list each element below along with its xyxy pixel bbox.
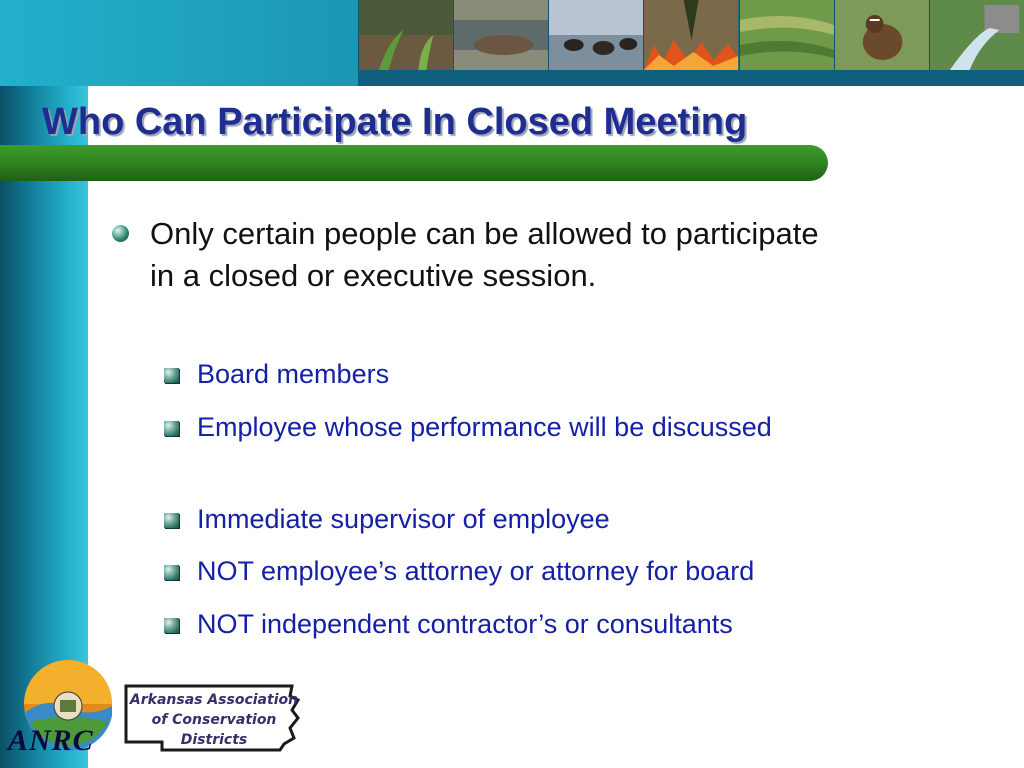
sub-bullet-text: Board members	[197, 359, 390, 389]
square-bullet-icon	[164, 618, 179, 633]
bison-herd-photo	[548, 0, 643, 70]
plant-seedling-photo	[358, 0, 453, 70]
quail-bird-photo	[834, 0, 929, 70]
main-bullet-text: Only certain people can be allowed to participate in a closed or executive session.	[150, 216, 819, 293]
square-bullet-icon	[164, 421, 179, 436]
square-bullet-icon	[164, 368, 179, 383]
association-logo-text: Arkansas Association of Conservation Districts	[129, 692, 299, 748]
sub-bullet-text: Employee whose performance will be discussed	[197, 412, 772, 442]
square-bullet-icon	[164, 513, 179, 528]
square-bullet-icon	[164, 565, 179, 580]
header-photo-strip	[358, 0, 1024, 70]
orb-bullet-icon	[112, 225, 129, 242]
sub-bullet-text: Immediate supervisor of employee	[197, 504, 610, 534]
slide-title: Who Can Participate In Closed Meeting	[42, 101, 748, 143]
anrc-logo-text: ANRC	[8, 724, 94, 757]
prairie-fire-photo	[643, 0, 738, 70]
water-pipe-photo	[929, 0, 1024, 70]
green-farmland-photo	[739, 0, 834, 70]
sub-bullet-text: NOT independent contractor’s or consultants	[197, 609, 733, 639]
title-green-bar	[0, 145, 828, 181]
sub-bullet-text: NOT employee’s attorney or attorney for board	[197, 556, 755, 586]
river-mud-photo	[453, 0, 548, 70]
header-underline	[358, 70, 1024, 86]
